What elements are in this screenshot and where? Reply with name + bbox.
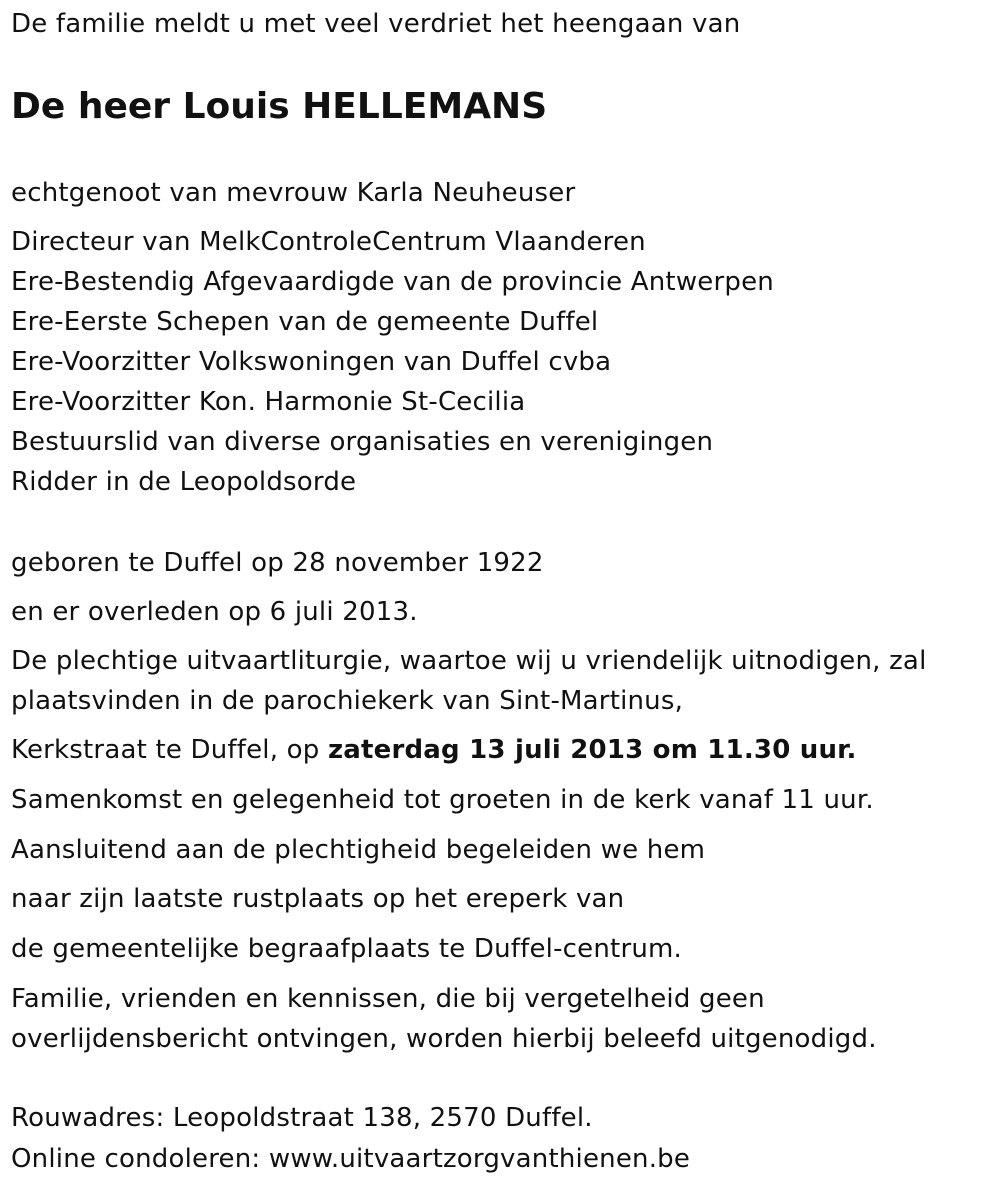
intro-text: De familie meldt u met veel verdriet het heengaan van — [11, 9, 741, 39]
title-item: Ere-Voorzitter Volkswoningen van Duffel cvba — [11, 347, 612, 377]
burial-text: Aansluitend aan de plechtigheid begeleiden we hem — [11, 835, 706, 865]
birth-text: geboren te Duffel op 28 november 1922 — [11, 548, 544, 578]
spouse-text: echtgenoot van mevrouw Karla Neuheuser — [11, 178, 576, 208]
burial-text: de gemeentelijke begraafplaats te Duffel-centrum. — [11, 934, 683, 964]
mourning-address: Rouwadres: Leopoldstraat 138, 2570 Duffel. — [11, 1103, 593, 1133]
title-item: Directeur van MelkControleCentrum Vlaanderen — [11, 227, 646, 257]
title-item: Ere-Voorzitter Kon. Harmonie St-Cecilia — [11, 387, 526, 417]
title-item: Ere-Eerste Schepen van de gemeente Duffel — [11, 307, 599, 337]
burial-text: naar zijn laatste rustplaats op het ereperk van — [11, 884, 625, 914]
death-text: en er overleden op 6 juli 2013. — [11, 597, 418, 627]
invite-text: Familie, vrienden en kennissen, die bij vergetelheid geen — [11, 984, 765, 1014]
liturgy-text: plaatsvinden in de parochiekerk van Sint-Martinus, — [11, 686, 684, 716]
title-item: Bestuurslid van diverse organisaties en verenigingen — [11, 427, 714, 457]
liturgy-datetime: zaterdag 13 juli 2013 om 11.30 uur. — [327, 735, 857, 765]
title-item: Ere-Bestendig Afgevaardigde van de provincie Antwerpen — [11, 267, 774, 297]
gathering-text: Samenkomst en gelegenheid tot groeten in de kerk vanaf 11 uur. — [11, 785, 874, 815]
liturgy-location: Kerkstraat te Duffel, op — [11, 735, 328, 765]
liturgy-datetime-line — [11, 730, 857, 770]
deceased-name: De heer Louis HELLEMANS — [11, 86, 548, 127]
online-condolences: Online condoleren: www.uitvaartzorgvanthienen.be — [11, 1144, 691, 1174]
invite-text: overlijdensbericht ontvingen, worden hierbij beleefd uitgenodigd. — [11, 1024, 877, 1054]
liturgy-text: De plechtige uitvaartliturgie, waartoe wij u vriendelijk uitnodigen, zal — [11, 646, 927, 676]
title-item: Ridder in de Leopoldsorde — [11, 467, 357, 497]
